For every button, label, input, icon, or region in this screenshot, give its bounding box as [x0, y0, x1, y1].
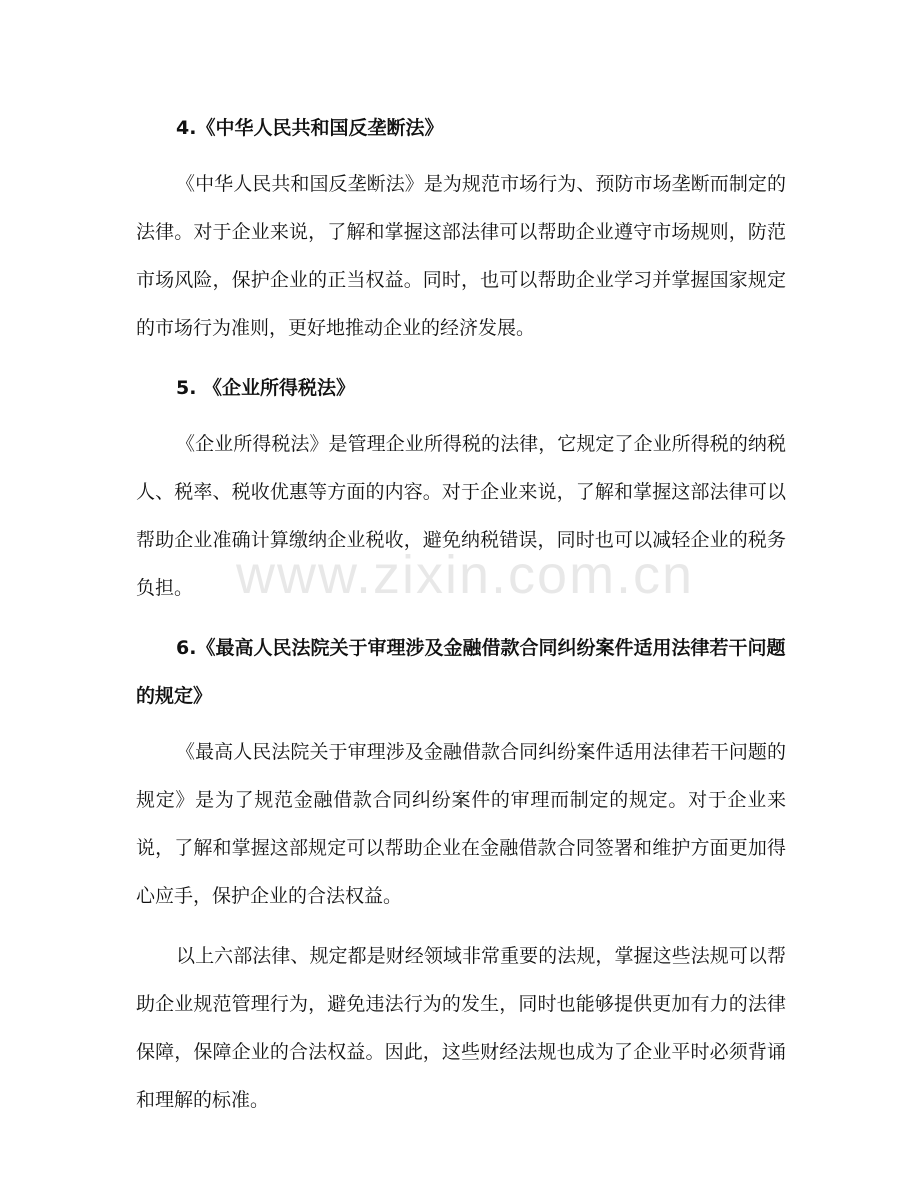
section-heading-antimonopoly-law: 4.《中华人民共和国反垄断法》 — [176, 117, 444, 139]
section-heading-supreme-court-provisions: 6.《最高人民法院关于审理涉及金融借款合同纠纷案件适用法律若干问题的规定》 — [136, 637, 786, 707]
section-body-enterprise-income-tax-law: 《企业所得税法》是管理企业所得税的法律，它规定了企业所得税的纳税人、税率、税收优惠等方面的内容。对于企业来说，了解和掌握这部法律可以帮助企业准确计算缴纳企业税收，避免纳税错误，同时也可以减轻企业的税务负担。 — [136, 433, 786, 599]
section-heading-enterprise-income-tax-law: 5. 《企业所得税法》 — [176, 377, 356, 399]
section-body-antimonopoly-law: 《中华人民共和国反垄断法》是为规范市场行为、预防市场垄断而制定的法律。对于企业来说，了解和掌握这部法律可以帮助企业遵守市场规则，防范市场风险，保护企业的正当权益。同时，也可以帮助企业学习并掌握国家规定的市场行为准则，更好地推动企业的经济发展。 — [136, 173, 786, 339]
conclusion-paragraph: 以上六部法律、规定都是财经领域非常重要的法规，掌握这些法规可以帮助企业规范管理行为，避免违法行为的发生，同时也能够提供更加有力的法律保障，保障企业的合法权益。因此，这些财经法规也成为了企业平时必须背诵和理解的标准。 — [136, 945, 786, 1111]
document-content — [136, 104, 786, 1136]
watermark-text: www.zixin.com.cn — [236, 545, 695, 605]
section-body-supreme-court-provisions: 《最高人民法院关于审理涉及金融借款合同纠纷案件适用法律若干问题的规定》是为了规范金融借款合同纠纷案件的审理而制定的规定。对于企业来说，了解和掌握这部规定可以帮助企业在金融借款合同签署和维护方面更加得心应手，保护企业的合法权益。 — [136, 741, 786, 907]
